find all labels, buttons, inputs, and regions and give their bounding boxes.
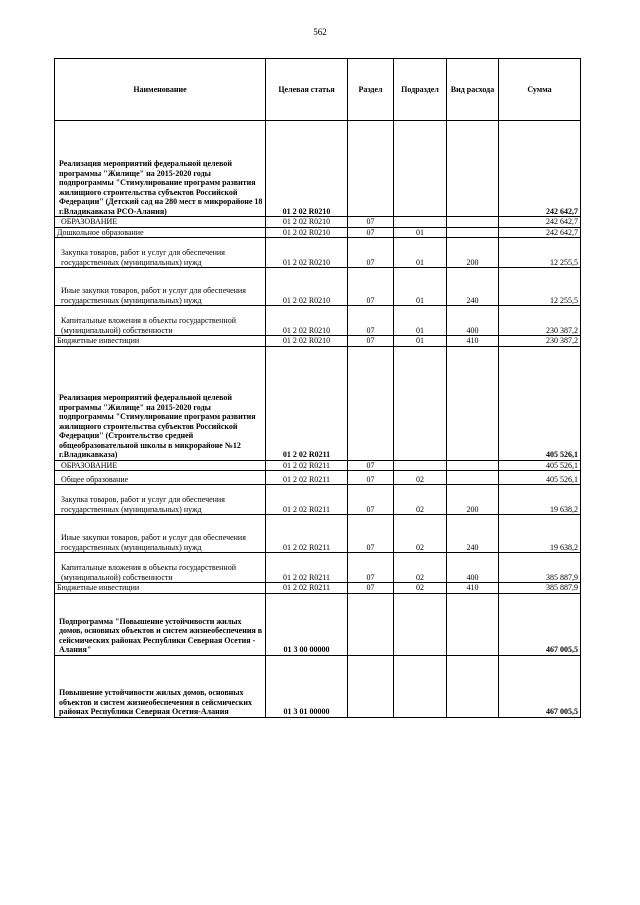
cell-sum: 467 005,5 (499, 655, 581, 717)
cell-name: Бюджетные инвестиции (55, 583, 266, 594)
table-row (55, 227, 581, 238)
column-header-target-article: Целевая статья (266, 59, 348, 121)
cell-target-article: 01 2 02 R0211 (266, 460, 348, 471)
cell-section: 07 (348, 306, 394, 336)
cell-section: 07 (348, 583, 394, 594)
cell-target-article: 01 3 01 00000 (266, 655, 348, 717)
budget-table (54, 58, 581, 718)
cell-target-article: 01 2 02 R0211 (266, 553, 348, 583)
table-header-row (55, 59, 581, 121)
cell-sum: 242 642,7 (499, 227, 581, 238)
cell-name: Подпрограмма "Повышение устойчивости жилых домов, основных объектов и систем жизнеобеспечения в сейсмических районах Республики Северная Осетия - Алания" (55, 593, 266, 655)
cell-sum: 385 887,9 (499, 553, 581, 583)
cell-expense-type: 240 (447, 268, 499, 306)
cell-name: ОБРАЗОВАНИЕ (55, 217, 266, 228)
table-row (55, 460, 581, 471)
cell-target-article: 01 2 02 R0211 (266, 471, 348, 485)
cell-section: 07 (348, 336, 394, 347)
cell-expense-type: 410 (447, 583, 499, 594)
cell-section: 07 (348, 268, 394, 306)
cell-section: 07 (348, 553, 394, 583)
cell-subsection: 02 (394, 485, 447, 515)
cell-name: Бюджетные инвестиции (55, 336, 266, 347)
cell-sum: 19 638,2 (499, 485, 581, 515)
cell-expense-type (447, 121, 499, 217)
cell-target-article: 01 2 02 R0210 (266, 268, 348, 306)
table-row (55, 306, 581, 336)
cell-target-article: 01 2 02 R0211 (266, 515, 348, 553)
cell-target-article: 01 2 02 R0210 (266, 227, 348, 238)
cell-target-article: 01 2 02 R0211 (266, 485, 348, 515)
cell-subsection: 02 (394, 471, 447, 485)
cell-subsection: 02 (394, 515, 447, 553)
cell-section: 07 (348, 485, 394, 515)
cell-name: Общее образование (55, 471, 266, 485)
table-row (55, 217, 581, 228)
cell-target-article: 01 3 00 00000 (266, 593, 348, 655)
cell-name: Реализация мероприятий федеральной целевой программы "Жилище" на 2015-2020 годы подпрограммы "Стимулирование программ развития жилищного строительства субъектов Российской Федерации" (Детский сад на 280 мест в микрорайоне 18 г.Владикавказа РСО-Алания) (55, 121, 266, 217)
cell-section (348, 655, 394, 717)
cell-target-article: 01 2 02 R0210 (266, 238, 348, 268)
cell-subsection (394, 593, 447, 655)
cell-sum: 385 887,9 (499, 583, 581, 594)
table-row (55, 121, 581, 217)
table-row (55, 471, 581, 485)
cell-section: 07 (348, 471, 394, 485)
column-header-name: Наименование (55, 59, 266, 121)
cell-sum: 467 005,5 (499, 593, 581, 655)
table-row (55, 583, 581, 594)
cell-expense-type (447, 471, 499, 485)
table-row (55, 515, 581, 553)
cell-subsection (394, 121, 447, 217)
cell-subsection: 01 (394, 336, 447, 347)
cell-expense-type (447, 227, 499, 238)
cell-subsection: 01 (394, 268, 447, 306)
cell-name: Капитальные вложения в объекты государственной (муниципальной) собственности (55, 306, 266, 336)
cell-sum: 405 526,1 (499, 471, 581, 485)
cell-expense-type (447, 655, 499, 717)
table-row (55, 485, 581, 515)
table-row (55, 655, 581, 717)
cell-section (348, 121, 394, 217)
cell-sum: 19 638,2 (499, 515, 581, 553)
cell-section (348, 346, 394, 460)
table-row (55, 238, 581, 268)
table-row (55, 593, 581, 655)
cell-subsection (394, 460, 447, 471)
cell-subsection (394, 655, 447, 717)
cell-sum: 242 642,7 (499, 121, 581, 217)
cell-subsection: 01 (394, 238, 447, 268)
cell-subsection: 02 (394, 553, 447, 583)
cell-section: 07 (348, 515, 394, 553)
cell-name: Иные закупки товаров, работ и услуг для обеспечения государственных (муниципальных) нужд (55, 515, 266, 553)
cell-name: Капитальные вложения в объекты государственной (муниципальной) собственности (55, 553, 266, 583)
cell-sum: 230 387,2 (499, 336, 581, 347)
cell-subsection: 01 (394, 227, 447, 238)
cell-expense-type: 200 (447, 238, 499, 268)
cell-expense-type (447, 217, 499, 228)
cell-target-article: 01 2 02 R0210 (266, 306, 348, 336)
table-row (55, 346, 581, 460)
cell-section: 07 (348, 227, 394, 238)
column-header-subsection: Подраздел (394, 59, 447, 121)
column-header-section: Раздел (348, 59, 394, 121)
cell-subsection: 02 (394, 583, 447, 594)
cell-target-article: 01 2 02 R0211 (266, 346, 348, 460)
cell-expense-type: 400 (447, 553, 499, 583)
cell-target-article: 01 2 02 R0211 (266, 583, 348, 594)
cell-section: 07 (348, 238, 394, 268)
cell-section (348, 593, 394, 655)
cell-sum: 12 255,5 (499, 268, 581, 306)
cell-name: Закупка товаров, работ и услуг для обеспечения государственных (муниципальных) нужд (55, 238, 266, 268)
cell-expense-type: 240 (447, 515, 499, 553)
cell-sum: 12 255,5 (499, 238, 581, 268)
cell-target-article: 01 2 02 R0210 (266, 121, 348, 217)
cell-expense-type: 400 (447, 306, 499, 336)
cell-target-article: 01 2 02 R0210 (266, 336, 348, 347)
cell-name: Закупка товаров, работ и услуг для обеспечения государственных (муниципальных) нужд (55, 485, 266, 515)
cell-expense-type (447, 346, 499, 460)
cell-expense-type: 410 (447, 336, 499, 347)
cell-sum: 230 387,2 (499, 306, 581, 336)
cell-sum: 242 642,7 (499, 217, 581, 228)
cell-sum: 405 526,1 (499, 346, 581, 460)
cell-section: 07 (348, 217, 394, 228)
cell-expense-type (447, 460, 499, 471)
cell-target-article: 01 2 02 R0210 (266, 217, 348, 228)
column-header-sum: Сумма (499, 59, 581, 121)
table-row (55, 336, 581, 347)
cell-name: ОБРАЗОВАНИЕ (55, 460, 266, 471)
cell-name: Дошкольное образование (55, 227, 266, 238)
cell-subsection (394, 346, 447, 460)
cell-name: Реализация мероприятий федеральной целевой программы "Жилище" на 2015-2020 годы подпрограммы "Стимулирование программ развития жилищного строительства субъектов Российской Федерации" (Строительство средней общеобразовательной школы в микрорайоне №12 г.Владикавказа) (55, 346, 266, 460)
table-row (55, 553, 581, 583)
cell-name: Повышение устойчивости жилых домов, основных объектов и систем жизнеобеспечения в сейсмических районах Республики Северная Осетия-Алания (55, 655, 266, 717)
column-header-expense-type: Вид расхода (447, 59, 499, 121)
cell-sum: 405 526,1 (499, 460, 581, 471)
cell-name: Иные закупки товаров, работ и услуг для обеспечения государственных (муниципальных) нужд (55, 268, 266, 306)
table-row (55, 268, 581, 306)
cell-expense-type: 200 (447, 485, 499, 515)
cell-section: 07 (348, 460, 394, 471)
cell-expense-type (447, 593, 499, 655)
page-number: 562 (313, 27, 327, 37)
cell-subsection (394, 217, 447, 228)
cell-subsection: 01 (394, 306, 447, 336)
